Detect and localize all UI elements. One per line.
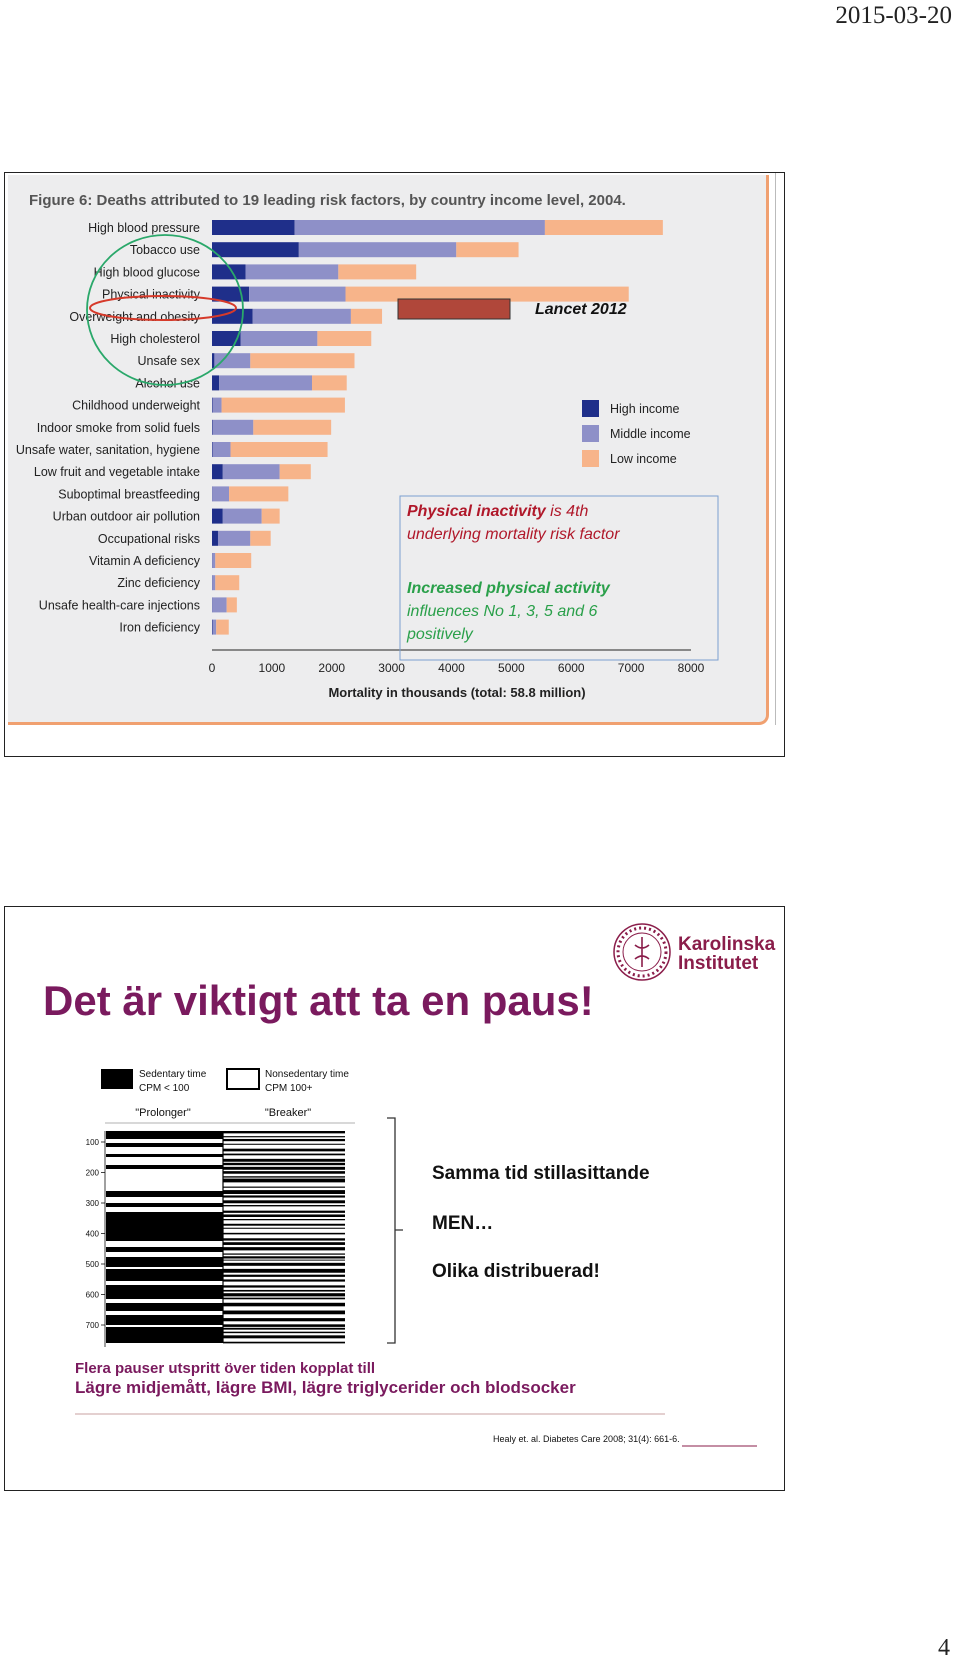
legend-sedentary-label-2: CPM < 100 [139, 1083, 190, 1094]
x-tick-label: 3000 [378, 661, 405, 675]
bar-middle-income [218, 531, 250, 546]
bar-low-income [338, 264, 416, 279]
category-label: Childhood underweight [72, 398, 200, 413]
sedentary-block [106, 1203, 223, 1207]
sedentary-line [223, 1159, 345, 1162]
sedentary-line [223, 1303, 345, 1307]
sedentary-line [223, 1311, 345, 1315]
text-same-time: Samma tid stillasittande [432, 1163, 650, 1184]
bar-low-income [250, 353, 354, 368]
sedentary-figure [5, 907, 784, 1490]
bar-low-income [231, 442, 328, 457]
sedentary-line [223, 1211, 345, 1213]
sedentary-line [223, 1269, 345, 1273]
bar-low-income [216, 620, 229, 635]
category-label: High blood glucose [93, 265, 200, 280]
sedentary-line [223, 1195, 345, 1197]
category-label: High blood pressure [88, 221, 200, 235]
sedentary-line [223, 1260, 345, 1261]
sedentary-line [223, 1136, 345, 1137]
bar-middle-income [299, 242, 456, 257]
highlight-bar [398, 299, 510, 319]
bar-low-income [545, 220, 663, 235]
sedentary-line [223, 1219, 345, 1220]
bar-low-income [262, 509, 280, 524]
x-tick-label: 4000 [438, 661, 465, 675]
legend-sedentary-swatch [101, 1069, 133, 1089]
bar-high-income [212, 509, 223, 524]
bracket-icon [387, 1118, 403, 1343]
bar-middle-income [253, 309, 351, 324]
sedentary-block [106, 1315, 223, 1325]
sedentary-line [223, 1214, 345, 1217]
sedentary-line [223, 1328, 345, 1330]
x-tick-label: 5000 [498, 661, 525, 675]
category-label: Physical inactivity [102, 287, 200, 302]
bar-high-income [212, 331, 241, 346]
sedentary-block [106, 1247, 223, 1252]
bar-high-income [212, 220, 295, 235]
sedentary-line [223, 1247, 345, 1250]
bar-high-income [212, 398, 213, 413]
time-tick-label: 100 [85, 1138, 99, 1147]
sedentary-line [223, 1253, 345, 1254]
bar-low-income [317, 331, 371, 346]
category-label: Alcohol use [135, 376, 200, 391]
sedentary-line [223, 1293, 345, 1296]
category-label: Low fruit and vegetable intake [33, 465, 200, 480]
sedentary-line [223, 1238, 345, 1240]
sedentary-block [106, 1212, 223, 1241]
sedentary-line [223, 1263, 345, 1266]
bar-low-income [222, 398, 345, 413]
sedentary-line [223, 1242, 345, 1245]
bar-middle-income [223, 464, 280, 479]
legend-nonsedentary-label-2: CPM 100+ [265, 1083, 313, 1094]
category-label: Overweight and obesity [69, 309, 200, 324]
chart-legend [582, 400, 691, 467]
sedentary-block [106, 1165, 223, 1169]
category-label: Indoor smoke from solid fuels [36, 420, 200, 435]
sedentary-line [223, 1176, 345, 1177]
category-label: Unsafe sex [137, 354, 200, 369]
column-label-prolonger: "Prolonger" [135, 1107, 191, 1119]
text-different-distribution: Olika distribuerad! [432, 1261, 600, 1282]
category-label: Zinc deficiency [117, 576, 200, 591]
x-tick-labels [209, 661, 705, 675]
sedentary-line [223, 1332, 345, 1333]
category-label: Iron deficiency [119, 620, 200, 635]
sedentary-line [223, 1298, 345, 1300]
risk-factor-chart [5, 173, 784, 756]
bar-middle-income [249, 287, 345, 302]
sedentary-block [106, 1131, 223, 1139]
sedentary-line [223, 1335, 345, 1338]
legend-label: Low income [610, 452, 677, 466]
sedentary-line [223, 1144, 345, 1145]
sedentary-line [223, 1200, 345, 1203]
sedentary-line [223, 1224, 345, 1226]
logo-text-2: Institutet [678, 953, 759, 974]
bar-low-income [250, 531, 270, 546]
sedentary-line [223, 1275, 345, 1277]
figure-title: Figure 6: Deaths attributed to 19 leading risk factors, by country income level, 2004. [29, 192, 626, 209]
x-tick-label: 0 [208, 661, 216, 675]
category-labels [16, 221, 201, 635]
legend-nonsedentary-label-1: Nonsedentary time [265, 1069, 349, 1080]
slide-take-a-break [4, 906, 785, 1491]
bar-middle-income [246, 264, 339, 279]
bar-high-income [212, 442, 213, 457]
sedentary-line [223, 1163, 345, 1165]
bar-middle-income [212, 597, 226, 612]
bar-middle-income [212, 553, 215, 568]
sedentary-block [106, 1154, 223, 1157]
bar-low-income [351, 309, 382, 324]
bar-middle-income [214, 353, 250, 368]
sedentary-line [223, 1324, 345, 1327]
conclusion-line-2: Lägre midjemått, lägre BMI, lägre triglycerider och blodsocker [75, 1378, 576, 1397]
bar-high-income [212, 242, 299, 257]
category-label: High cholesterol [110, 332, 200, 346]
sedentary-line [223, 1256, 345, 1258]
sedentary-line [223, 1205, 345, 1206]
x-axis-label: Mortality in thousands (total: 58.8 million) [328, 685, 586, 700]
bar-middle-income [213, 398, 222, 413]
bar-low-income [215, 575, 239, 590]
bar-high-income [212, 420, 213, 435]
category-label: Unsafe water, sanitation, hygiene [15, 443, 200, 457]
note-line-2: underlying mortality risk factor [407, 526, 620, 543]
sedentary-line [223, 1190, 345, 1194]
bar-low-income [227, 597, 237, 612]
x-tick-label: 7000 [617, 661, 645, 675]
sedentary-block [106, 1257, 223, 1267]
sedentary-line [223, 1171, 345, 1174]
sedentary-block [106, 1327, 223, 1343]
legend-label: Middle income [610, 427, 691, 441]
page-number: 4 [938, 1635, 950, 1661]
note-line-4: influences No 1, 3, 5 and 6 [407, 603, 598, 620]
sedentary-block [106, 1269, 223, 1281]
sedentary-line [223, 1154, 345, 1156]
slide-title: Det är viktigt att ta en paus! [43, 977, 594, 1024]
time-tick-label: 400 [85, 1229, 99, 1239]
time-tick-label: 300 [85, 1199, 99, 1208]
sedentary-line [223, 1187, 345, 1188]
conclusion-line-1: Flera pauser utspritt över tiden kopplat till [75, 1360, 376, 1377]
bar-low-income [280, 464, 311, 479]
time-axis-ticks [86, 1131, 105, 1347]
x-tick-label: 1000 [258, 661, 286, 675]
bar-middle-income [212, 575, 215, 590]
category-label: Suboptimal breastfeeding [58, 487, 200, 502]
sedentary-line [223, 1228, 345, 1229]
sedentary-line [223, 1179, 345, 1183]
bar-high-income [212, 464, 223, 479]
bar-low-income [312, 375, 347, 390]
bar-middle-income [213, 620, 217, 635]
source-label: Lancet 2012 [535, 301, 627, 318]
sedentary-line [223, 1285, 345, 1287]
legend-swatch [582, 425, 599, 442]
column-label-breaker: "Breaker" [264, 1107, 312, 1119]
bar-middle-income [213, 442, 231, 457]
bar-high-income [212, 353, 214, 368]
x-tick-label: 6000 [557, 661, 585, 675]
legend-swatch [582, 400, 599, 417]
note-line-5: positively [407, 626, 473, 643]
note-line-3: Increased physical activity [407, 580, 610, 597]
logo-text-1: Karolinska [678, 934, 776, 955]
bar-high-income [212, 531, 218, 546]
bar-low-income [215, 553, 251, 568]
category-label: Urban outdoor air pollution [52, 509, 200, 524]
sedentary-line [223, 1279, 345, 1281]
legend-nonsedentary-swatch [227, 1069, 259, 1089]
bar-middle-income [295, 220, 545, 235]
x-tick-label: 8000 [677, 661, 705, 675]
bar-middle-income [213, 420, 254, 435]
category-label: Occupational risks [97, 531, 200, 546]
breaker-barcode [223, 1131, 345, 1343]
sedentary-block [106, 1285, 223, 1299]
x-tick-label: 2000 [318, 661, 346, 675]
prolonger-barcode [106, 1131, 223, 1343]
sedentary-line [223, 1318, 345, 1321]
sedentary-line [223, 1290, 345, 1292]
slide-risk-factors [4, 172, 785, 757]
bar-middle-income [212, 486, 229, 501]
bar-high-income [212, 620, 213, 635]
text-but: MEN… [432, 1213, 494, 1234]
bar-high-income [212, 375, 219, 390]
legend-sedentary-label-1: Sedentary time [139, 1069, 207, 1080]
category-label: Vitamin A deficiency [89, 554, 200, 568]
bar-middle-income [223, 509, 262, 524]
time-tick-label: 200 [85, 1168, 99, 1178]
bar-middle-income [241, 331, 318, 346]
bar-low-income [456, 242, 518, 257]
sedentary-line [223, 1149, 345, 1152]
note-line-1 [407, 503, 589, 520]
time-tick-label: 500 [85, 1260, 99, 1269]
citation: Healy et. al. Diabetes Care 2008; 31(4): 661-6. [493, 1434, 680, 1444]
note-line-1-rest: is 4th [545, 503, 589, 520]
legend-label: High income [610, 402, 680, 416]
sedentary-line [223, 1342, 345, 1344]
date-header: 2015-03-20 [835, 2, 952, 29]
bar-middle-income [219, 375, 312, 390]
time-tick-label: 700 [85, 1321, 99, 1330]
category-label: Unsafe health-care injections [38, 598, 200, 613]
sedentary-line [223, 1139, 345, 1141]
sedentary-block [106, 1191, 223, 1197]
category-label: Tobacco use [129, 243, 200, 258]
time-tick-label: 600 [85, 1290, 99, 1300]
bar-low-income [229, 486, 288, 501]
bar-low-income [253, 420, 331, 435]
sedentary-line [223, 1131, 345, 1133]
legend-swatch [582, 450, 599, 467]
sedentary-line [223, 1233, 345, 1235]
note-line-1-emphasis: Physical inactivity [407, 503, 546, 520]
sedentary-line [223, 1167, 345, 1170]
sedentary-block [106, 1143, 223, 1147]
sedentary-block [106, 1303, 223, 1311]
